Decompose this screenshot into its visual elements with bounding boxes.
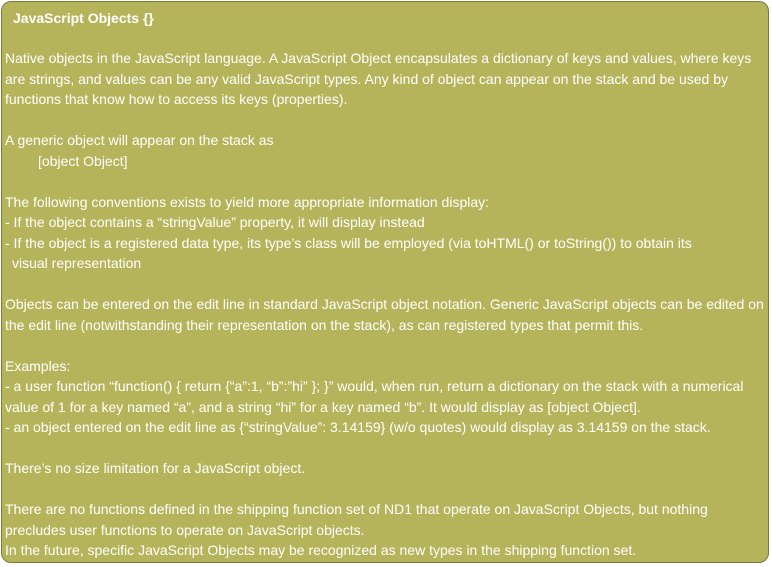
conventions-lead-text: The following conventions exists to yield more appropriate information display: bbox=[5, 193, 490, 210]
generic-example-text: [object Object] bbox=[38, 152, 128, 169]
conventions-paragraph bbox=[5, 192, 767, 274]
intro-paragraph: Native objects in the JavaScript language. A JavaScript Object encapsulates a dictionary of keys and values, where keys are strings, and values can be any valid JavaScript types. Any kind of object can appear on the stack and be used by functions that know how to access its keys (properties). bbox=[5, 50, 752, 107]
help-card bbox=[1, 1, 769, 563]
functions-text: There are no functions defined in the shipping function set of ND1 that operate on JavaScript Objects, but nothing precludes user functions to operate on JavaScript objects. bbox=[5, 501, 708, 538]
future-text: In the future, specific JavaScript Objects may be recognized as new types in the shipping function set. bbox=[5, 542, 637, 558]
entry-paragraph: Objects can be entered on the edit line in standard JavaScript object notation. Generic JavaScript objects can be edited on the edit line (notwithstanding their representation on the stack), as can registered types that permit this. bbox=[5, 296, 764, 333]
examples-paragraph bbox=[5, 356, 767, 438]
example-item: - an object entered on the edit line as {“stringValue”: 3.14159} (w/o quotes) would display as 3.14159 on the stack. bbox=[5, 419, 711, 435]
examples-lead-text: Examples: bbox=[5, 357, 71, 374]
example-item: - a user function “function() { return {“a”:1, “b”:”hi” }; }” would, when run, return a dictionary on the stack with a numerical value of 1 for a key named “a”, and a string “hi” for a key named “b”. It would display as [object Object]. bbox=[5, 378, 744, 415]
size-paragraph: There’s no size limitation for a JavaScript object. bbox=[5, 460, 306, 476]
functions-paragraph bbox=[5, 499, 767, 561]
help-title: JavaScript Objects {} bbox=[13, 10, 154, 26]
convention-item: - If the object is a registered data type, its type’s class will be employed (via toHTML() or toString()) to obtain its bbox=[5, 234, 692, 251]
convention-item-continuation: visual representation bbox=[12, 255, 142, 271]
help-body bbox=[5, 48, 767, 563]
generic-lead-text: A generic object will appear on the stack as bbox=[5, 132, 274, 148]
convention-item: - If the object contains a “stringValue” property, it will display instead bbox=[5, 214, 425, 230]
generic-object-paragraph bbox=[5, 130, 767, 171]
